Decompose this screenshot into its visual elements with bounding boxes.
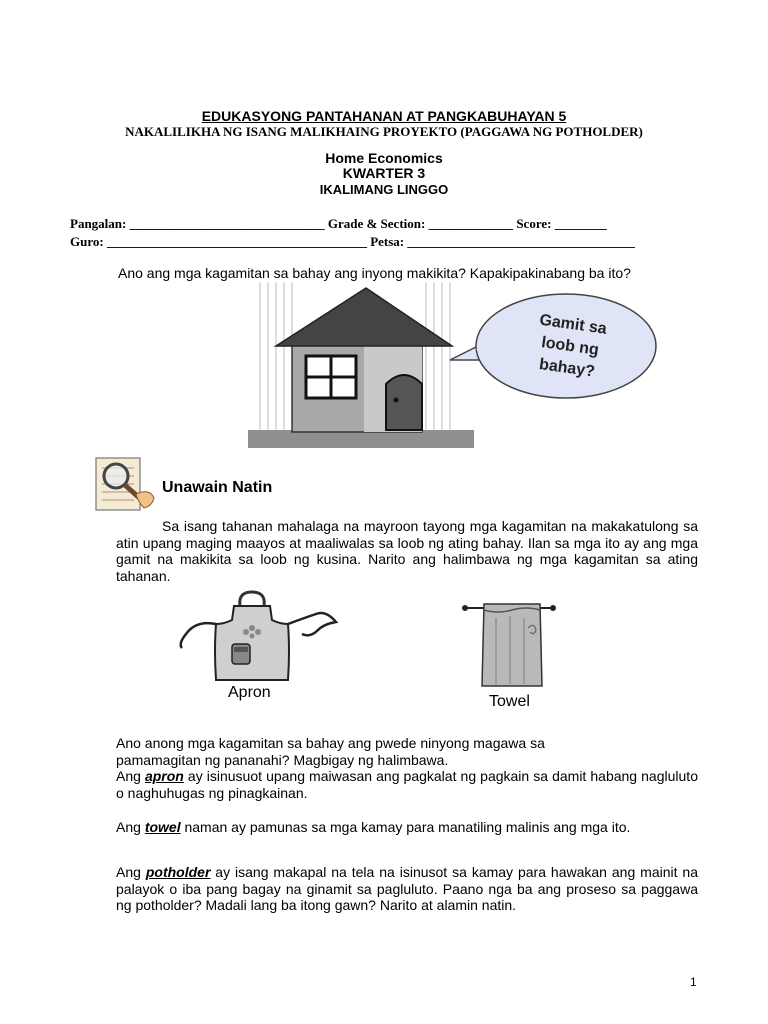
apron-label: Apron <box>228 684 271 701</box>
potholder-rest: ay isang makapal na tela na isinusot sa kamay para hawakan ang mainit na palayok o iba pang bagay na ginamit sa pagluluto. Paano nga ba ang proseso sa paggawa ng potholder? Madali lang ba itong gawn? Narito at alamin natin. <box>116 864 698 913</box>
page-number: 1 <box>690 975 697 989</box>
quarter-label: KWARTER 3 <box>342 165 426 181</box>
apron-illustration <box>176 590 346 684</box>
section-heading-unawain: Unawain Natin <box>162 479 273 496</box>
intro-paragraph: Sa isang tahanan mahalaga na mayroon tayong mga kagamitan na makakatulong sa atin upang maging maayos at maaliwalas sa loob ng ating bahay. Ilan sa mga ito ay ang mga gamit na makikita sa loob ng kusina. Narito ang halimbawa ng mga kagamitan sa ating tahanan. <box>116 518 698 584</box>
subject-label: Home Economics <box>325 150 443 166</box>
question-household-items: Ano ang mga kagamitan sa bahay ang inyong makikita? Kapakipakinabang ba ito? <box>118 265 631 281</box>
potholder-prefix: Ang <box>116 864 146 880</box>
bubble-line-1: Gamit sa <box>538 311 608 338</box>
towel-paragraph <box>116 819 716 836</box>
worksheet-subtitle: NAKALILIKHA NG ISANG MALIKHAING PROYEKTO (PAGGAWA NG POTHOLDER) <box>125 124 643 139</box>
sewing-question-paragraph: Ano anong mga kagamitan sa bahay ang pwede ninyong magawa sa pamamagitan ng pananahi? Magbigay ng halimbawa. <box>116 735 545 768</box>
potholder-paragraph <box>116 864 698 914</box>
towel-keyword: towel <box>144 819 181 835</box>
week-label: IKALIMANG LINGGO <box>319 182 449 197</box>
towel-rest: naman ay pamunas sa mga kamay para manatiling malinis ang mga ito. <box>180 819 631 835</box>
apron-prefix: Ang <box>116 768 145 784</box>
bubble-line-2: loob ng <box>540 334 600 359</box>
door <box>386 375 422 430</box>
worksheet-title: EDUKASYONG PANTAHANAN AT PANGKABUHAYAN 5 <box>201 108 567 124</box>
apron-keyword: apron <box>144 768 184 784</box>
potholder-keyword: potholder <box>145 864 211 880</box>
towel-illustration <box>462 600 556 688</box>
apron-paragraph <box>116 768 698 801</box>
house-illustration <box>246 282 478 450</box>
name-grade-score-line: Pangalan: ______________________________ Grade & Section: _____________ Score: ________ <box>70 216 607 231</box>
towel-label: Towel <box>489 693 530 710</box>
apron-rest: ay isinusuot upang maiwasan ang pagkalat ng pagkain sa damit habang nagluluto o naghuhugas ng pinagkainan. <box>116 768 698 801</box>
towel-prefix: Ang <box>116 819 145 835</box>
teacher-date-line: Guro: ________________________________________ Petsa: ___________________________________ <box>70 234 635 249</box>
magnifier-icon <box>94 452 156 516</box>
window <box>306 356 356 398</box>
bubble-line-3: bahay? <box>538 355 596 381</box>
